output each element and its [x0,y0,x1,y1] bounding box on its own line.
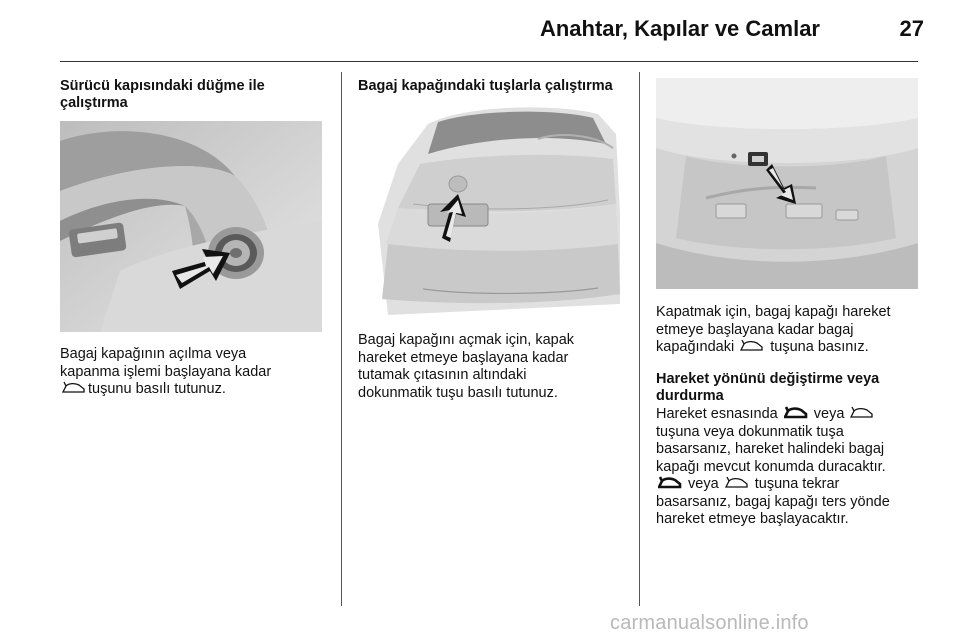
text-fragment: tuşuna basınız. [770,339,869,355]
page-title: Anahtar, Kapılar ve Camlar [539,16,820,41]
text-line: tutamak çıtasının altındaki [358,367,527,383]
watermark: carmanualsonline.info [610,612,809,634]
text-line: tuşuna veya dokunmatik tuşa [656,423,844,440]
text-line: basarsanız, bagaj kapağı ters yönde [656,493,890,510]
text-line: Kapatmak için, bagaj kapağı hareket [656,304,891,320]
text-line [656,476,890,494]
tailgate-outline-icon [740,339,764,353]
text-line: kapağı mevcut konumda duracaktır. [656,458,886,475]
column-divider [639,72,640,606]
text-fragment: veya [813,406,845,422]
text-line: basarsanız, hareket halindeki bagaj [656,441,885,457]
text-line [60,381,271,399]
tailgate-outline-icon [62,381,86,395]
column-divider [341,72,342,606]
text-fragment: tuşunu basılı tutunuz. [88,381,226,397]
text-fragment: kapağındaki [656,339,735,355]
page-number: 27 [899,16,924,41]
tailgate-interior-button-illustration [656,78,918,289]
text-line: hareket etmeye başlayacaktır. [656,511,849,527]
tailgate-outline-icon [850,406,874,420]
heading-line: Bagaj kapağındaki tuşlarla çalıştırma [358,78,613,94]
text-line [656,339,891,357]
heading-line: Sürücü kapısındaki düğme ile [60,78,265,94]
col2-body-text [358,332,574,402]
tailgate-outline-icon [725,476,749,490]
text-line [656,406,890,424]
text-fragment: Hareket esnasında [656,406,778,422]
text-line: dokunmatik tuşu basılı tutunuz. [358,384,558,401]
text-line: hareket etmeye başlayana kadar [358,349,569,366]
tailgate-bold-icon [658,476,682,490]
col3-change-direction-text [656,406,890,529]
col3-close-instructions [656,304,891,357]
heading-line: Hareket yönünü değiştirme veya [656,371,880,387]
text-fragment: tuşuna tekrar [754,476,840,492]
heading-line: durdurma [656,388,724,404]
col1-body-text [60,346,271,399]
text-line: kapanma işlemi başlayana kadar [60,363,272,380]
section-heading-tailgate-buttons [358,78,613,95]
tailgate-bold-icon [784,406,808,420]
section-heading-change-direction [656,371,879,405]
text-line: Bagaj kapağını açmak için, kapak [358,332,575,348]
text-line: Bagaj kapağının açılma veya [60,346,247,362]
tailgate-exterior-illustration [358,104,620,315]
section-heading-driver-door-button [60,78,265,112]
heading-line: çalıştırma [60,95,128,111]
text-fragment: veya [688,476,719,492]
driver-door-button-illustration [60,121,322,332]
text-line: etmeye başlayana kadar bagaj [656,321,854,338]
header-rule [60,61,918,62]
